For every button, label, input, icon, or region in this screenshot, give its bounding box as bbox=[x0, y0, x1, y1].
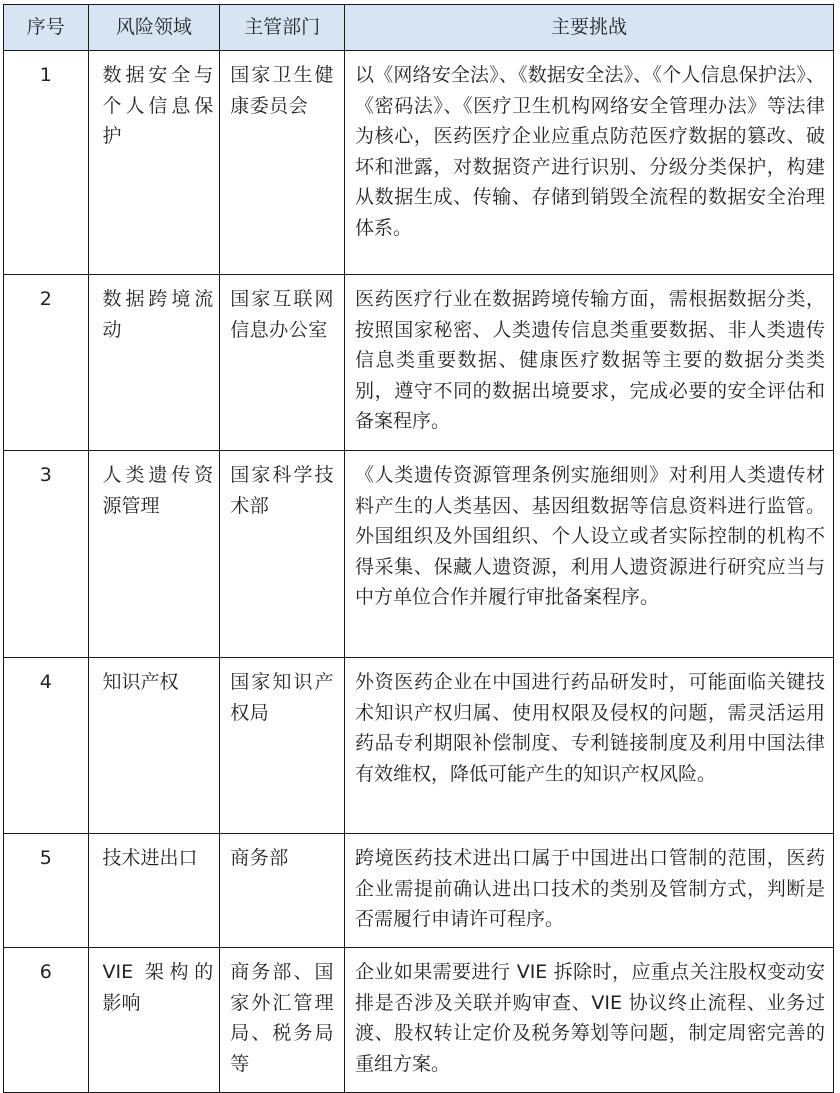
row-area: VIE 架构的影响 bbox=[88, 948, 220, 1093]
table-row bbox=[4, 948, 834, 1093]
header-challenge: 主要挑战 bbox=[345, 5, 834, 51]
row-challenge: 《人类遗传资源管理条例实施细则》对利用人类遗传材料产生的人类基因、基因组数据等信息资料进行监管。外国组织及外国组织、个人设立或者实际控制的机构不得采集、保藏人遗资源，利用人遗资源进行研究应当与中方单位合作并履行审批备案程序。 bbox=[345, 451, 834, 658]
row-area: 人类遗传资源管理 bbox=[88, 451, 220, 658]
row-no: 3 bbox=[4, 451, 89, 658]
row-dept: 商务部 bbox=[220, 834, 345, 948]
row-area: 数据跨境流动 bbox=[88, 275, 220, 451]
row-no: 2 bbox=[4, 275, 89, 451]
row-area: 技术进出口 bbox=[88, 834, 220, 948]
table-row bbox=[4, 834, 834, 948]
row-no: 1 bbox=[4, 51, 89, 275]
row-dept: 商务部、国家外汇管理局、税务局等 bbox=[220, 948, 345, 1093]
table-row bbox=[4, 51, 834, 275]
row-challenge: 以《网络安全法》、《数据安全法》、《个人信息保护法》、《密码法》、《医疗卫生机构网络安全管理办法》等法律为核心，医药医疗企业应重点防范医疗数据的篡改、破坏和泄露，对数据资产进行识别、分级分类保护，构建从数据生成、传输、存储到销毁全流程的数据安全治理体系。 bbox=[345, 51, 834, 275]
row-dept: 国家科学技术部 bbox=[220, 451, 345, 658]
row-area: 知识产权 bbox=[88, 658, 220, 834]
table-row bbox=[4, 275, 834, 451]
row-dept: 国家互联网信息办公室 bbox=[220, 275, 345, 451]
table-body bbox=[4, 51, 834, 1093]
row-challenge: 跨境医药技术进出口属于中国进出口管制的范围，医药企业需提前确认进出口技术的类别及管制方式，判断是否需履行申请许可程序。 bbox=[345, 834, 834, 948]
header-dept: 主管部门 bbox=[220, 5, 345, 51]
row-area: 数据安全与个人信息保护 bbox=[88, 51, 220, 275]
row-no: 6 bbox=[4, 948, 89, 1093]
header-area: 风险领域 bbox=[88, 5, 220, 51]
row-dept: 国家知识产权局 bbox=[220, 658, 345, 834]
table-header bbox=[4, 5, 834, 51]
row-challenge: 外资医药企业在中国进行药品研发时，可能面临关键技术知识产权归属、使用权限及侵权的问题，需灵活运用药品专利期限补偿制度、专利链接制度及利用中国法律有效维权，降低可能产生的知识产权风险。 bbox=[345, 658, 834, 834]
row-challenge: 企业如果需要进行 VIE 拆除时，应重点关注股权变动安排是否涉及关联并购审查、VIE 协议终止流程、业务过渡、股权转让定价及税务筹划等问题，制定周密完善的重组方案。 bbox=[345, 948, 834, 1093]
risk-table bbox=[3, 4, 834, 1093]
row-dept: 国家卫生健康委员会 bbox=[220, 51, 345, 275]
table-row bbox=[4, 451, 834, 658]
row-no: 5 bbox=[4, 834, 89, 948]
row-no: 4 bbox=[4, 658, 89, 834]
table-row bbox=[4, 658, 834, 834]
header-row bbox=[4, 5, 834, 51]
row-challenge: 医药医疗行业在数据跨境传输方面，需根据数据分类，按照国家秘密、人类遗传信息类重要数据、非人类遗传信息类重要数据、健康医疗数据等主要的数据分类类别，遵守不同的数据出境要求，完成必要的安全评估和备案程序。 bbox=[345, 275, 834, 451]
header-no: 序号 bbox=[4, 5, 89, 51]
